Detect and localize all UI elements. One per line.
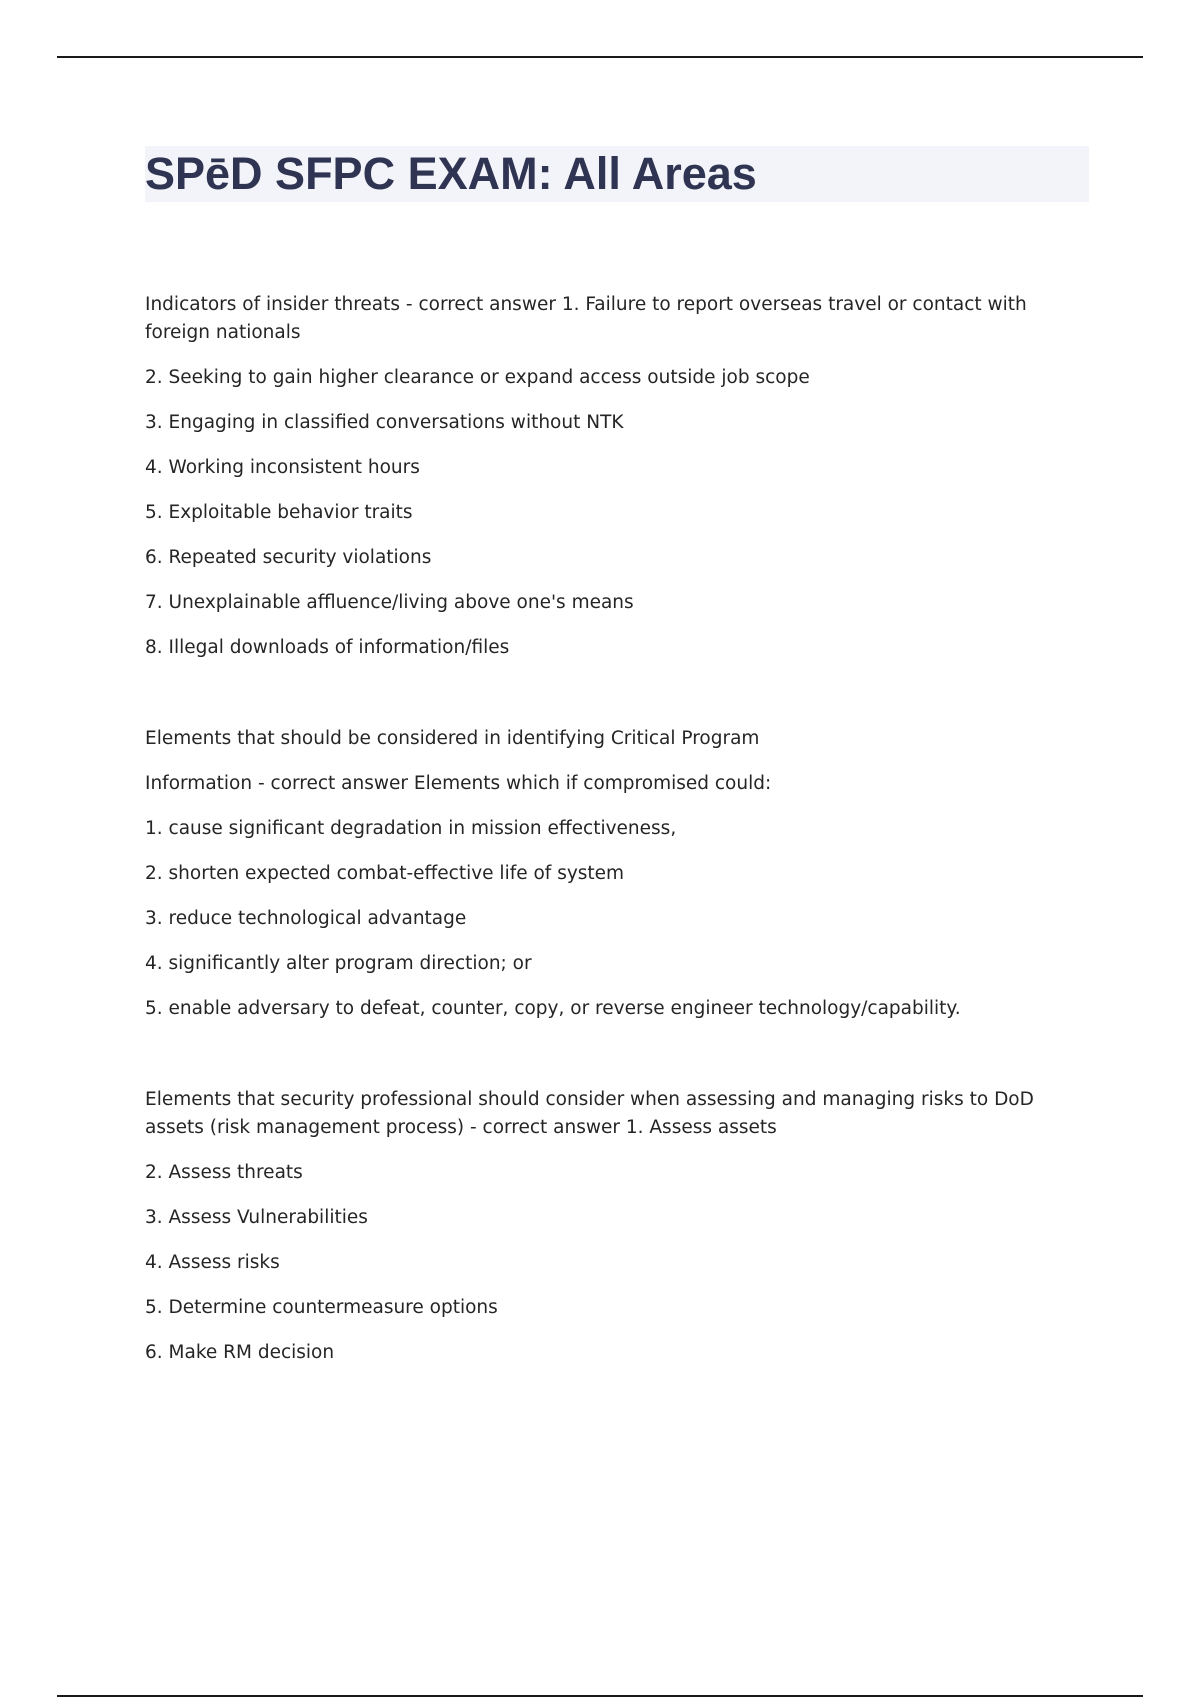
list-item: 6. Make RM decision — [145, 1342, 335, 1363]
list-item: 3. Engaging in classified conversations without NTK — [145, 412, 624, 433]
top-divider — [57, 56, 1143, 58]
list-item: 7. Unexplainable affluence/living above one's means — [145, 592, 634, 613]
paragraph: Elements that should be considered in identifying Critical Program — [145, 728, 760, 749]
paragraph: Elements that security professional should consider when assessing and managing risks to DoD assets (risk management process) - correct answer 1. Assess assets — [145, 1089, 1034, 1138]
list-item: 4. significantly alter program direction; or — [145, 953, 532, 974]
document-title: SPēD SFPC EXAM: All Areas — [145, 148, 757, 199]
list-item: 2. Assess threats — [145, 1162, 303, 1183]
list-item: 5. enable adversary to defeat, counter, copy, or reverse engineer technology/capability. — [145, 998, 961, 1019]
list-item: 5. Determine countermeasure options — [145, 1297, 498, 1318]
section-risk-management-process — [145, 1086, 1089, 1367]
list-item: 2. Seeking to gain higher clearance or expand access outside job scope — [145, 367, 810, 388]
list-item: 8. Illegal downloads of information/files — [145, 637, 510, 658]
list-item: 1. cause significant degradation in mission effectiveness, — [145, 818, 677, 839]
list-item: 4. Working inconsistent hours — [145, 457, 420, 478]
list-item: 3. Assess Vulnerabilities — [145, 1207, 368, 1228]
bottom-divider — [57, 1695, 1143, 1697]
list-item: 6. Repeated security violations — [145, 547, 432, 568]
list-item: 2. shorten expected combat-effective life of system — [145, 863, 625, 884]
section-insider-threats — [145, 291, 1089, 662]
document-body — [145, 291, 1089, 1367]
section-critical-program-information — [145, 725, 1089, 1023]
paragraph: Indicators of insider threats - correct answer 1. Failure to report overseas travel or contact with foreign nationals — [145, 294, 1027, 343]
title-banner — [145, 146, 1089, 202]
list-item: 3. reduce technological advantage — [145, 908, 467, 929]
paragraph: Information - correct answer Elements which if compromised could: — [145, 773, 772, 794]
list-item: 5. Exploitable behavior traits — [145, 502, 413, 523]
list-item: 4. Assess risks — [145, 1252, 280, 1273]
